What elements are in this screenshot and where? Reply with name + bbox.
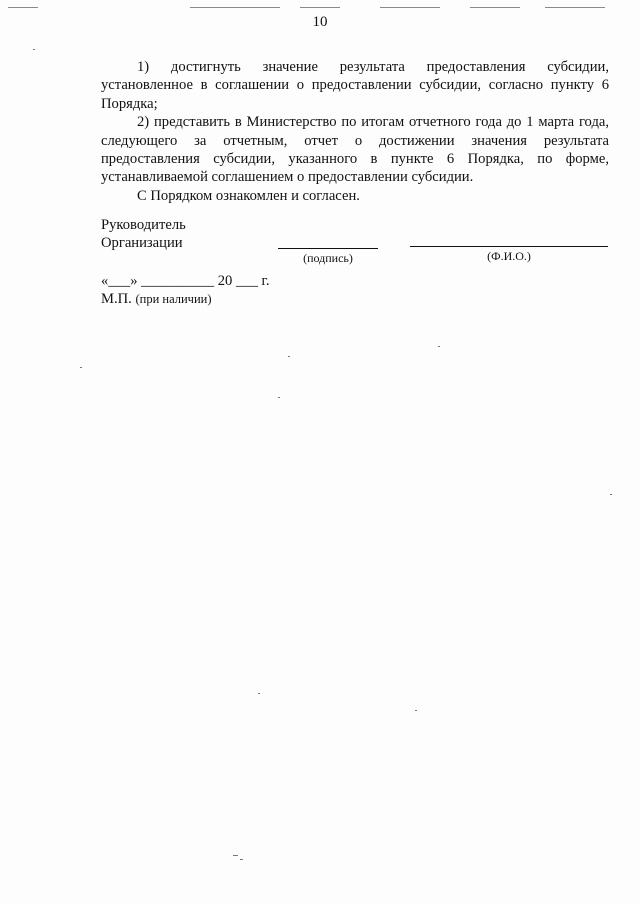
- scan-speck: [233, 855, 238, 856]
- body-text: [101, 58, 609, 205]
- paragraph-item-2: 2) представить в Министерство по итогам отчетного года до 1 марта года, следующего за отчетным, отчет о достижении значения результата предоставления субсидии, указанного в пункте 6 Порядка, по форме, устанавливаемой соглашением о предоставлении субсидии.: [101, 114, 609, 186]
- stamp-line: [101, 290, 212, 308]
- signature-line: [278, 248, 378, 249]
- scan-speck: [415, 710, 417, 711]
- scan-speck: [610, 494, 612, 495]
- paragraph-item-1: 1) достигнуть значение результата предоставления субсидии, установленное в соглашении о предоставлении субсидии, согласно пункту 6 Порядка;: [101, 59, 609, 112]
- stamp-label: М.П.: [101, 291, 132, 307]
- scan-header-artifact: [0, 6, 640, 10]
- scan-speck: [278, 397, 280, 398]
- page-number: 10: [312, 14, 328, 30]
- full-name-caption: (Ф.И.О.): [487, 249, 531, 263]
- signature-caption: (подпись): [303, 251, 353, 265]
- date-line: «___» __________ 20 ___ г.: [101, 273, 270, 289]
- signer-title-line1: Руководитель: [101, 217, 186, 233]
- scan-speck: [33, 49, 35, 50]
- stamp-note: (при наличии): [135, 292, 212, 306]
- paragraph-agreement: С Порядком ознакомлен и согласен.: [137, 187, 360, 204]
- scan-speck: [80, 367, 82, 368]
- scan-speck: [258, 693, 260, 694]
- scan-speck: [288, 356, 290, 357]
- signer-title-line2: Организации: [101, 235, 183, 252]
- scan-speck: [240, 859, 243, 860]
- full-name-line: [410, 246, 608, 247]
- scan-speck: [438, 346, 440, 347]
